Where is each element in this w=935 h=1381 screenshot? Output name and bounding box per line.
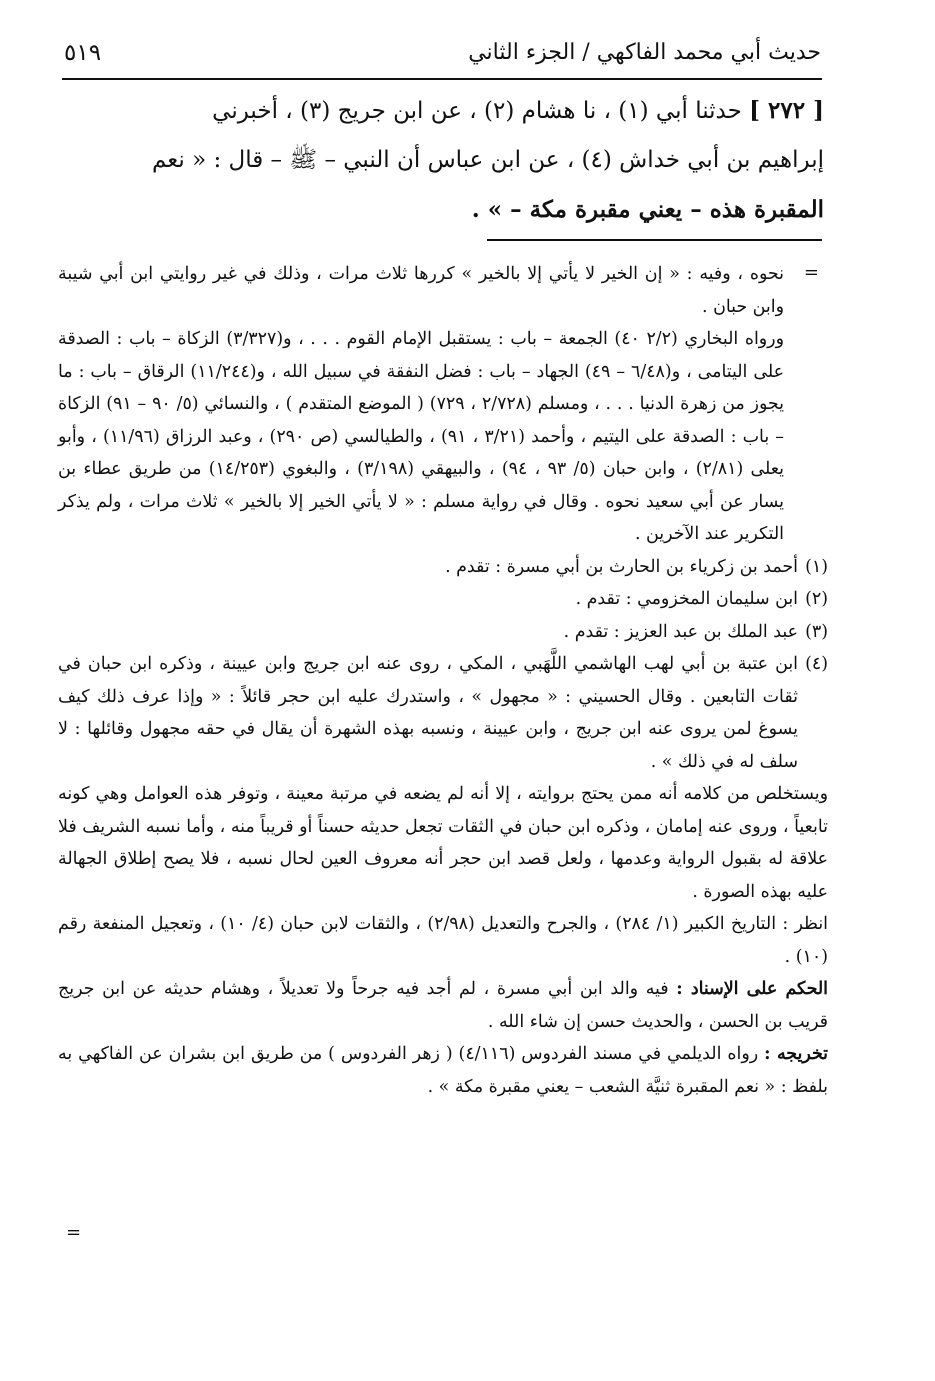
note-continued: نحوه ، وفيه : « إن الخير لا يأتي إلا بالخير » كررها ثلاث مرات ، وذلك في غير روايتي ابن أبي شيبة وابن حبان . bbox=[58, 264, 784, 317]
running-header-title: حديث أبي محمد الفاكهي / الجزء الثاني bbox=[468, 40, 821, 65]
footnote-3-text: عبد الملك بن عبد العزيز : تقدم . bbox=[563, 621, 798, 642]
page-number: ٥١٩ bbox=[64, 40, 102, 66]
end-continuation-mark: = bbox=[66, 1222, 82, 1243]
takhrij-paragraph bbox=[58, 1038, 828, 1103]
continuation-mark: = bbox=[803, 262, 819, 283]
footnote-3 bbox=[58, 616, 828, 649]
header-rule bbox=[62, 78, 822, 80]
footnote-4 bbox=[58, 648, 828, 778]
ruling-text: فيه والد ابن أبي مسرة ، لم أجد فيه جرحاً ولا تعديلاً ، وهشام حديثه عن ابن جريج قريب بن الحسن ، والحديث حسن إن شاء الله . bbox=[58, 979, 828, 1032]
hadith-number: [ ٢٧٢ ] bbox=[749, 97, 824, 124]
ruling-label: الحكم على الإسناد : bbox=[676, 979, 828, 999]
footnote-4-text: ابن عتبة بن أبي لهب الهاشمي اللَّهَبي ، المكي ، روى عنه ابن جريج وابن عيينة ، وذكره ابن حبان في ثقات التابعين . وقال الحسيني : « مجهول » ، واستدرك عليه ابن حجر قائلاً : « وإذا عرف ذلك كيف يسوغ لمن يروى عنه ابن جريج ، وابن عيينة ، ونسبه بهذه الشهرة أن يقال في حقه مجهول وقائلها : لا سلف له في ذلك » . bbox=[58, 654, 798, 772]
footnote-3-mark: (٣) bbox=[805, 621, 828, 642]
footnote-1 bbox=[58, 551, 828, 584]
hadith-line-1-text: حدثنا أبي (١) ، نا هشام (٢) ، عن ابن جريج (٣) ، أخبرني bbox=[212, 98, 742, 124]
note-bukhari: ورواه البخاري (٢/٢ ٤٠) الجمعة – باب : يستقبل الإمام القوم . . . ، و(٣/٣٢٧) الزكاة – باب : الصدقة على اليتامى ، و(٦/٤٨ – ٤٩) الجهاد – باب : فضل النفقة في سبيل الله ، و(١١/٢٤٤) الرقاق – باب : ما يجوز من زهرة الدنيا . . . ، ومسلم (٢/٧٢٨ ، ٧٢٩) ( الموضع المتقدم ) ، والنسائي (٥/ ٩٠ – ٩١) الزكاة – باب : الصدقة على اليتيم ، وأحمد (٣/٢١ ، ٩١) ، والطيالسي (ص ٢٩٠) ، وعبد الرزاق (١١/٩٦) ، وأبو يعلى (٢/٨١) ، وابن حبان (٥/ ٩٣ ، ٩٤) ، والبيهقي (٣/١٩٨) ، والبغوي (١٤/٢٥٣) من طريق عطاء بن يسار عن أبي سعيد نحوه . وقال في رواية مسلم : « لا يأتي الخير إلا بالخير » ثلاث مرات ، ولم يذكر التكرير عند الآخرين . bbox=[58, 329, 785, 544]
ruling-paragraph bbox=[58, 973, 828, 1038]
hadith-line-2: إبراهيم بن أبي خداش (٤) ، عن ابن عباس أن النبي – ﷺ – قال : « نعم bbox=[151, 147, 824, 173]
hadith-line-1 bbox=[60, 86, 824, 136]
footnote-2-mark: (٢) bbox=[805, 589, 828, 609]
note-extract-paragraph: ويستخلص من كلامه أنه ممن يحتج بروايته ، إلا أنه لم يضعه في مرتبة معينة ، وتوفر هذه العوامل وهي كونه تابعياً ، وروى عنه إمامان ، وذكره ابن حبان في الثقات تجعل حديثه حسناً أو قريباً منه ، وأما نسبه الشريف فلا علاقة له بقبول الرواية وعدمها ، ولعل قصد ابن حجر أنه معروف العين لحال نسبه ، فلا يصح إطلاق الجهالة عليه بهذه الصورة . bbox=[58, 784, 828, 902]
footnote-separator bbox=[487, 239, 822, 241]
footnote-2-text: ابن سليمان المخزومي : تقدم . bbox=[575, 589, 798, 609]
footnote-2 bbox=[58, 583, 828, 616]
takhrij-label: تخريجه : bbox=[764, 1044, 829, 1064]
note-references-paragraph: انظر : التاريخ الكبير (١/ ٢٨٤) ، والجرح والتعديل (٢/٩٨) ، والثقات لابن حبان (٤/ ١٠) ، وتعجيل المنفعة رقم (١٠) . bbox=[58, 914, 828, 967]
footnotes-section bbox=[58, 258, 828, 1103]
footnote-4-mark: (٤) bbox=[805, 654, 828, 674]
takhrij-text: رواه الديلمي في مسند الفردوس (٤/١١٦) ( زهر الفردوس ) من طريق ابن بشران عن الفاكهي به بلفظ : « نعم المقبرة ثنيَّة الشعب – يعني مقبرة مكة » . bbox=[58, 1044, 828, 1097]
hadith-text bbox=[60, 86, 824, 234]
footnote-1-text: أحمد بن زكرياء بن الحارث بن أبي مسرة : تقدم . bbox=[445, 556, 798, 577]
hadith-line-3: المقبرة هذه – يعني مقبرة مكة – » . bbox=[471, 196, 824, 223]
footnote-1-mark: (١) bbox=[805, 556, 828, 577]
